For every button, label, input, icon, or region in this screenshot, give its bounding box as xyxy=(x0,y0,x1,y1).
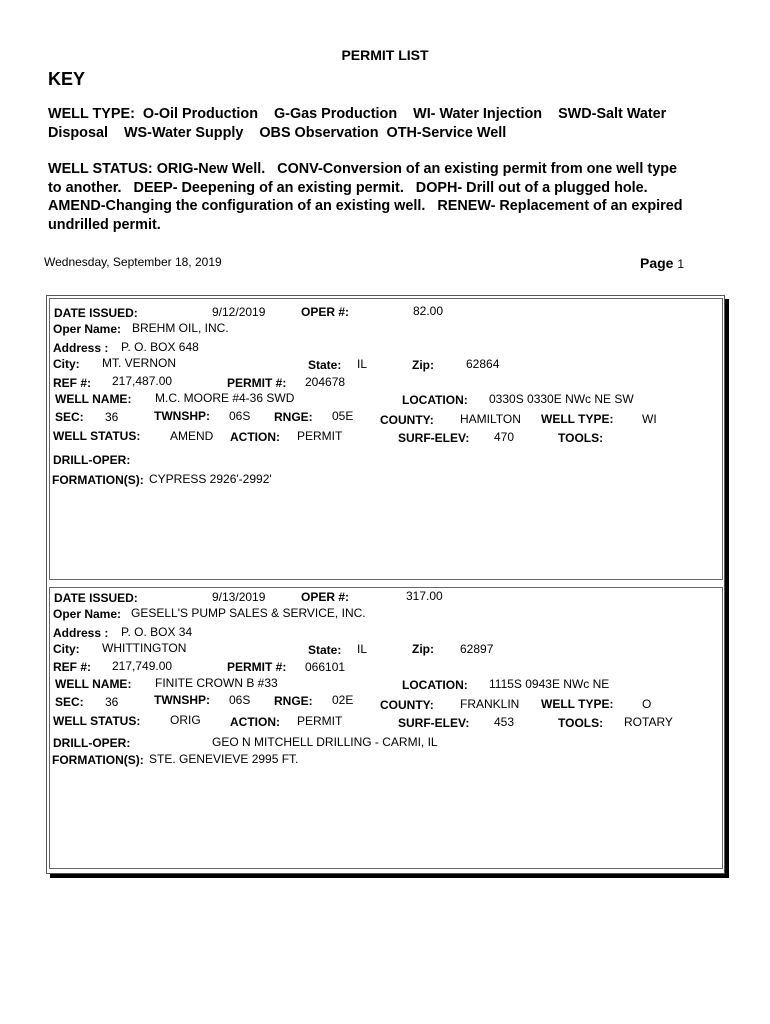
oper-name-label: Oper Name: xyxy=(53,322,122,336)
drill-oper-label: DRILL-OPER: xyxy=(53,453,131,467)
rnge-label: RNGE: xyxy=(274,410,313,424)
page-indicator xyxy=(640,255,684,271)
address-label: Address : xyxy=(53,626,109,640)
county-value: FRANKLIN xyxy=(460,697,520,711)
drill-oper-value: GEO N MITCHELL DRILLING - CARMI, IL xyxy=(212,735,438,749)
date-issued-value: 9/12/2019 xyxy=(212,305,266,319)
permit-label: PERMIT #: xyxy=(227,376,287,390)
date-issued-label: DATE ISSUED: xyxy=(54,306,138,320)
surf-elev-label: SURF-ELEV: xyxy=(398,431,470,445)
formations-value: STE. GENEVIEVE 2995 FT. xyxy=(149,752,299,766)
well-status-value: ORIG xyxy=(170,713,201,727)
well-type-key-line: WELL TYPE: O-Oil Production G-Gas Production WI- Water Injection SWD-Salt Water xyxy=(48,106,667,122)
permit-label: PERMIT #: xyxy=(227,660,287,674)
address-value: P. O. BOX 648 xyxy=(121,340,199,354)
permit-value: 204678 xyxy=(305,375,346,389)
sec-value: 36 xyxy=(105,695,119,709)
zip-label: Zip: xyxy=(412,642,434,656)
well-name-value: M.C. MOORE #4-36 SWD xyxy=(155,391,295,405)
oper-num-label: OPER #: xyxy=(301,590,350,604)
formations-label: FORMATION(S): xyxy=(52,473,144,487)
rnge-value: 05E xyxy=(332,409,354,423)
rnge-label: RNGE: xyxy=(274,694,313,708)
well-status-key xyxy=(48,160,738,234)
twnshp-label: TWNSHP: xyxy=(154,693,210,707)
state-value: IL xyxy=(357,357,368,371)
county-value: HAMILTON xyxy=(460,412,521,426)
location-label: LOCATION: xyxy=(402,393,468,407)
city-value: WHITTINGTON xyxy=(102,641,187,655)
oper-name-value: BREHM OIL, INC. xyxy=(132,321,229,335)
surf-elev-value: 453 xyxy=(494,715,515,729)
address-value: P. O. BOX 34 xyxy=(121,625,193,639)
city-label: City: xyxy=(53,357,80,371)
page-number: 1 xyxy=(677,257,685,271)
well-type-value: WI xyxy=(642,412,657,426)
state-label: State: xyxy=(308,643,342,657)
twnshp-value: 06S xyxy=(229,693,251,707)
well-status-key-line: to another. DEEP- Deepening of an existing permit. DOPH- Drill out of a plugged hole. xyxy=(48,179,648,196)
well-type-label: WELL TYPE: xyxy=(541,697,614,711)
drill-oper-label: DRILL-OPER: xyxy=(53,736,131,750)
oper-num-value: 82.00 xyxy=(413,304,444,318)
oper-name-label: Oper Name: xyxy=(53,607,122,621)
location-value: 1115S 0943E NWc NE xyxy=(489,677,610,691)
tools-value: ROTARY xyxy=(624,715,673,729)
key-heading: KEY xyxy=(48,69,86,89)
county-label: COUNTY: xyxy=(380,698,434,712)
address-label: Address : xyxy=(53,341,109,355)
action-label: ACTION: xyxy=(230,430,280,444)
rnge-value: 02E xyxy=(332,693,354,707)
well-name-label: WELL NAME: xyxy=(55,392,132,406)
ref-value: 217,749.00 xyxy=(112,659,173,673)
sec-label: SEC: xyxy=(55,695,84,709)
city-value: MT. VERNON xyxy=(102,356,177,370)
well-status-label: WELL STATUS: xyxy=(53,429,141,443)
zip-value: 62864 xyxy=(466,357,500,371)
page-label: Page xyxy=(640,255,674,271)
well-status-value: AMEND xyxy=(170,429,214,443)
oper-name-value: GESELL'S PUMP SALES & SERVICE, INC. xyxy=(131,606,366,620)
action-value: PERMIT xyxy=(297,714,343,728)
action-label: ACTION: xyxy=(230,715,280,729)
location-value: 0330S 0330E NWc NE SW xyxy=(489,392,634,406)
action-value: PERMIT xyxy=(297,429,343,443)
location-label: LOCATION: xyxy=(402,678,468,692)
well-status-key-line: WELL STATUS: ORIG-New Well. CONV-Conversion of an existing permit from one well type xyxy=(48,161,677,177)
formations-value: CYPRESS 2926'-2992' xyxy=(149,472,272,486)
well-type-key-line: Disposal WS-Water Supply OBS Observation OTH-Service Well xyxy=(48,124,507,141)
twnshp-label: TWNSHP: xyxy=(154,409,210,423)
well-name-value: FINITE CROWN B #33 xyxy=(155,676,278,690)
sec-label: SEC: xyxy=(55,410,84,424)
date-issued-label: DATE ISSUED: xyxy=(54,591,138,605)
well-name-label: WELL NAME: xyxy=(55,677,132,691)
well-type-value: O xyxy=(642,697,652,711)
permit-value: 066101 xyxy=(305,660,346,674)
well-type-label: WELL TYPE: xyxy=(541,412,614,426)
surf-elev-label: SURF-ELEV: xyxy=(398,716,470,730)
formations-label: FORMATION(S): xyxy=(52,753,144,767)
ref-label: REF #: xyxy=(53,376,92,390)
report-date: Wednesday, September 18, 2019 xyxy=(44,255,222,269)
oper-num-label: OPER #: xyxy=(301,305,350,319)
well-status-key-line: AMEND-Changing the configuration of an existing well. RENEW- Replacement of an expired xyxy=(48,198,683,214)
ref-value: 217,487.00 xyxy=(112,374,173,388)
ref-label: REF #: xyxy=(53,660,92,674)
zip-value: 62897 xyxy=(460,642,494,656)
surf-elev-value: 470 xyxy=(494,430,515,444)
tools-label: TOOLS: xyxy=(558,431,604,445)
city-label: City: xyxy=(53,642,80,656)
county-label: COUNTY: xyxy=(380,413,434,427)
twnshp-value: 06S xyxy=(229,409,251,423)
page-title: PERMIT LIST xyxy=(341,47,429,63)
sec-value: 36 xyxy=(105,410,119,424)
tools-label: TOOLS: xyxy=(558,716,604,730)
zip-label: Zip: xyxy=(412,358,434,372)
date-issued-value: 9/13/2019 xyxy=(212,590,266,604)
well-status-label: WELL STATUS: xyxy=(53,714,141,728)
state-label: State: xyxy=(308,358,342,372)
state-value: IL xyxy=(357,642,368,656)
well-type-key xyxy=(48,105,738,142)
well-status-key-line: undrilled permit. xyxy=(48,216,161,233)
oper-num-value: 317.00 xyxy=(406,589,443,603)
